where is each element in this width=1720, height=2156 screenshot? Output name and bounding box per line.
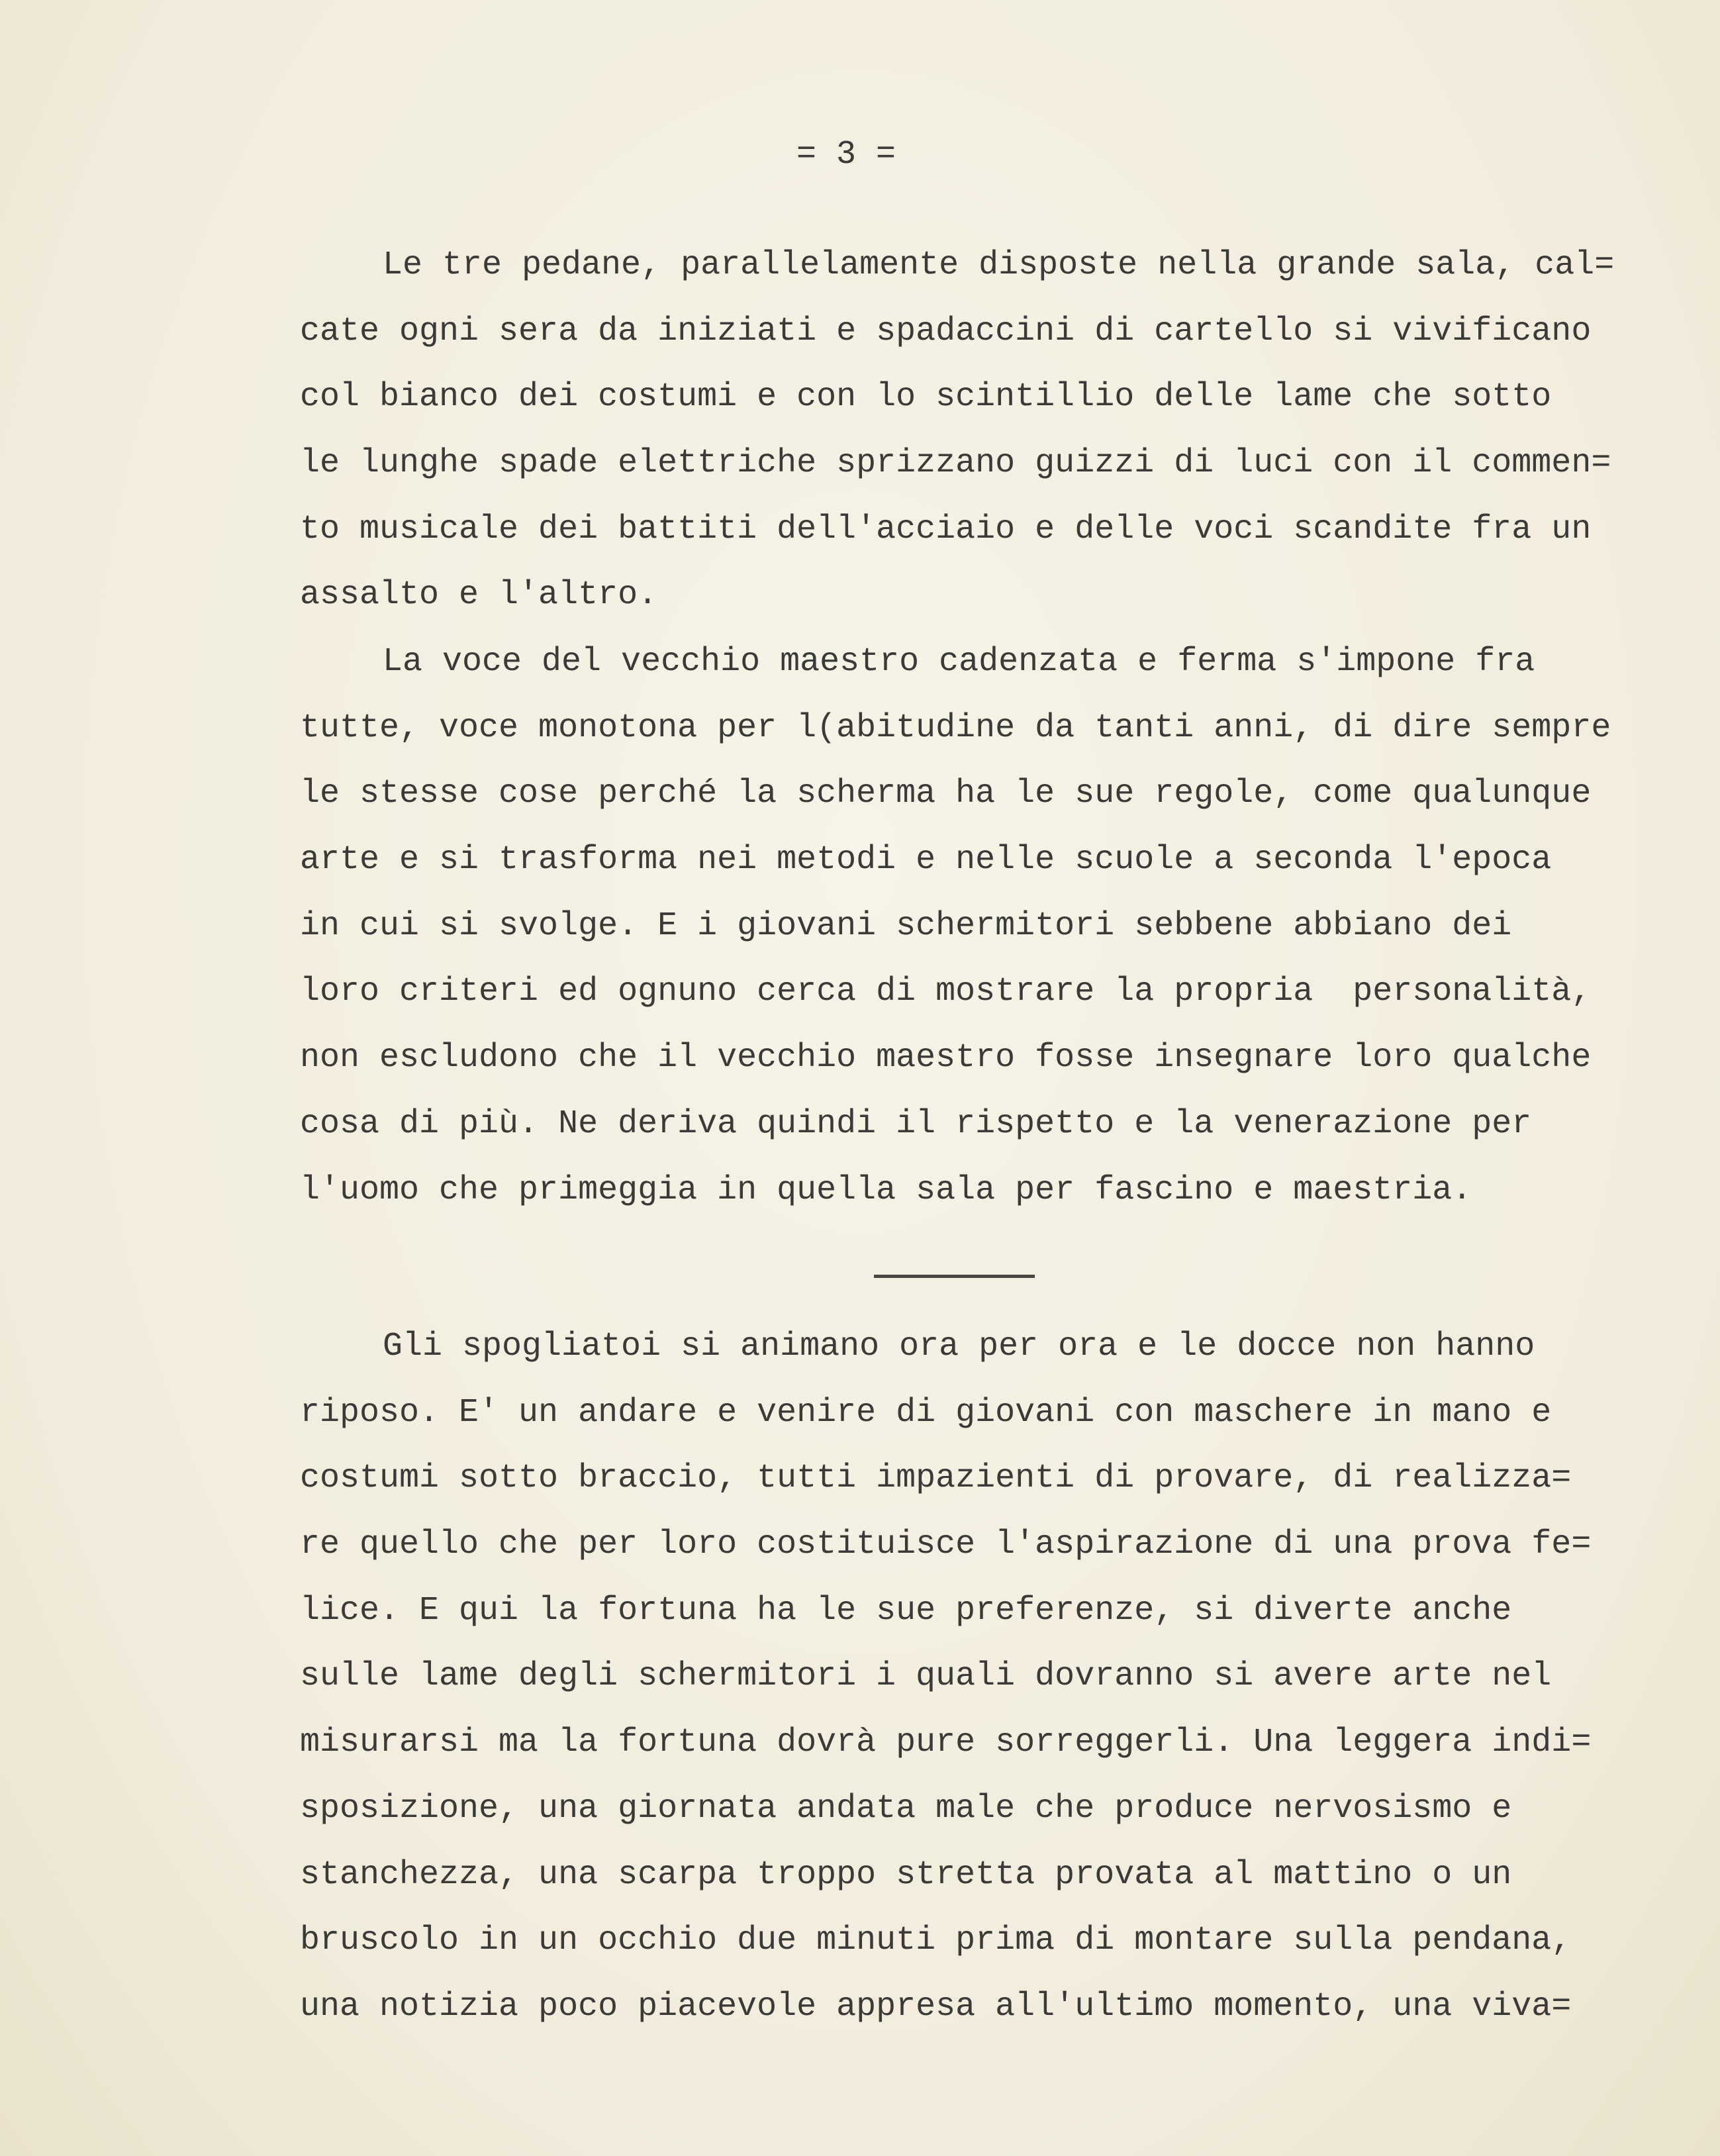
text-line: to musicale dei battiti dell'acciaio e delle voci scandite fra un (300, 510, 1592, 548)
text-line: Gli spogliatoi si animano ora per ora e le docce non hanno (383, 1328, 1535, 1365)
text-line: arte e si trasforma nei metodi e nelle scuole a seconda l'epoca (300, 841, 1552, 879)
text-line: stanchezza, una scarpa troppo stretta provata al mattino o un (300, 1855, 1512, 1894)
text-line: una notizia poco piacevole appresa all'ultimo momento, una viva= (300, 1987, 1572, 2026)
page-number: = 3 = (796, 136, 896, 173)
text-line: assalto e l'altro. (300, 576, 658, 614)
text-line: l'uomo che primeggia in quella sala per fascino e maestria. (300, 1171, 1472, 1209)
text-line: tutte, voce monotona per l(abitudine da tanti anni, di dire sempre (300, 709, 1611, 747)
text-line: le stesse cose perché la scherma ha le sue regole, come qualunque (300, 775, 1592, 813)
text-line: le lunghe spade elettriche sprizzano guizzi di luci con il commen= (300, 444, 1611, 483)
paragraph-1 (300, 232, 1614, 628)
text-line: misurarsi ma la fortuna dovrà pure sorreggerli. Una leggera indi= (300, 1724, 1592, 1762)
text-line: riposo. E' un andare e venire di giovani con maschere in mano e (300, 1393, 1552, 1432)
text-line: costumi sotto braccio, tutti impazienti di provare, di realizza= (300, 1459, 1572, 1498)
text-line: non escludono che il vecchio maestro fosse insegnare loro qualche (300, 1039, 1592, 1077)
paragraph-2 (300, 629, 1611, 1223)
text-line: sulle lame degli schermitori i quali dovranno si avere arte nel (300, 1657, 1552, 1696)
text-line: La voce del vecchio maestro cadenzata e ferma s'impone fra (383, 643, 1535, 681)
text-line: cosa di più. Ne deriva quindi il rispetto e la venerazione per (300, 1104, 1532, 1143)
text-line: in cui si svolge. E i giovani schermitori sebbene abbiano dei (300, 906, 1512, 945)
text-line: Le tre pedane, parallelamente disposte nella grande sala, cal= (383, 246, 1615, 284)
text-line: cate ogni sera da iniziati e spadaccini di cartello si vivificano (300, 312, 1592, 350)
text-line: col bianco dei costumi e con lo scintillio delle lame che sotto (300, 378, 1552, 416)
text-line: bruscolo in un occhio due minuti prima di montare sulla pendana, (300, 1922, 1572, 1960)
text-line: lice. E qui la fortuna ha le sue preferenze, si diverte anche (300, 1591, 1512, 1630)
paragraph-3 (300, 1314, 1591, 2040)
text-line: sposizione, una giornata andata male che produce nervosismo e (300, 1789, 1512, 1828)
text-line: re quello che per loro costituisce l'aspirazione di una prova fe= (300, 1526, 1592, 1564)
section-divider (874, 1275, 1035, 1278)
text-line: loro criteri ed ognuno cerca di mostrare la propria personalità, (300, 973, 1592, 1011)
